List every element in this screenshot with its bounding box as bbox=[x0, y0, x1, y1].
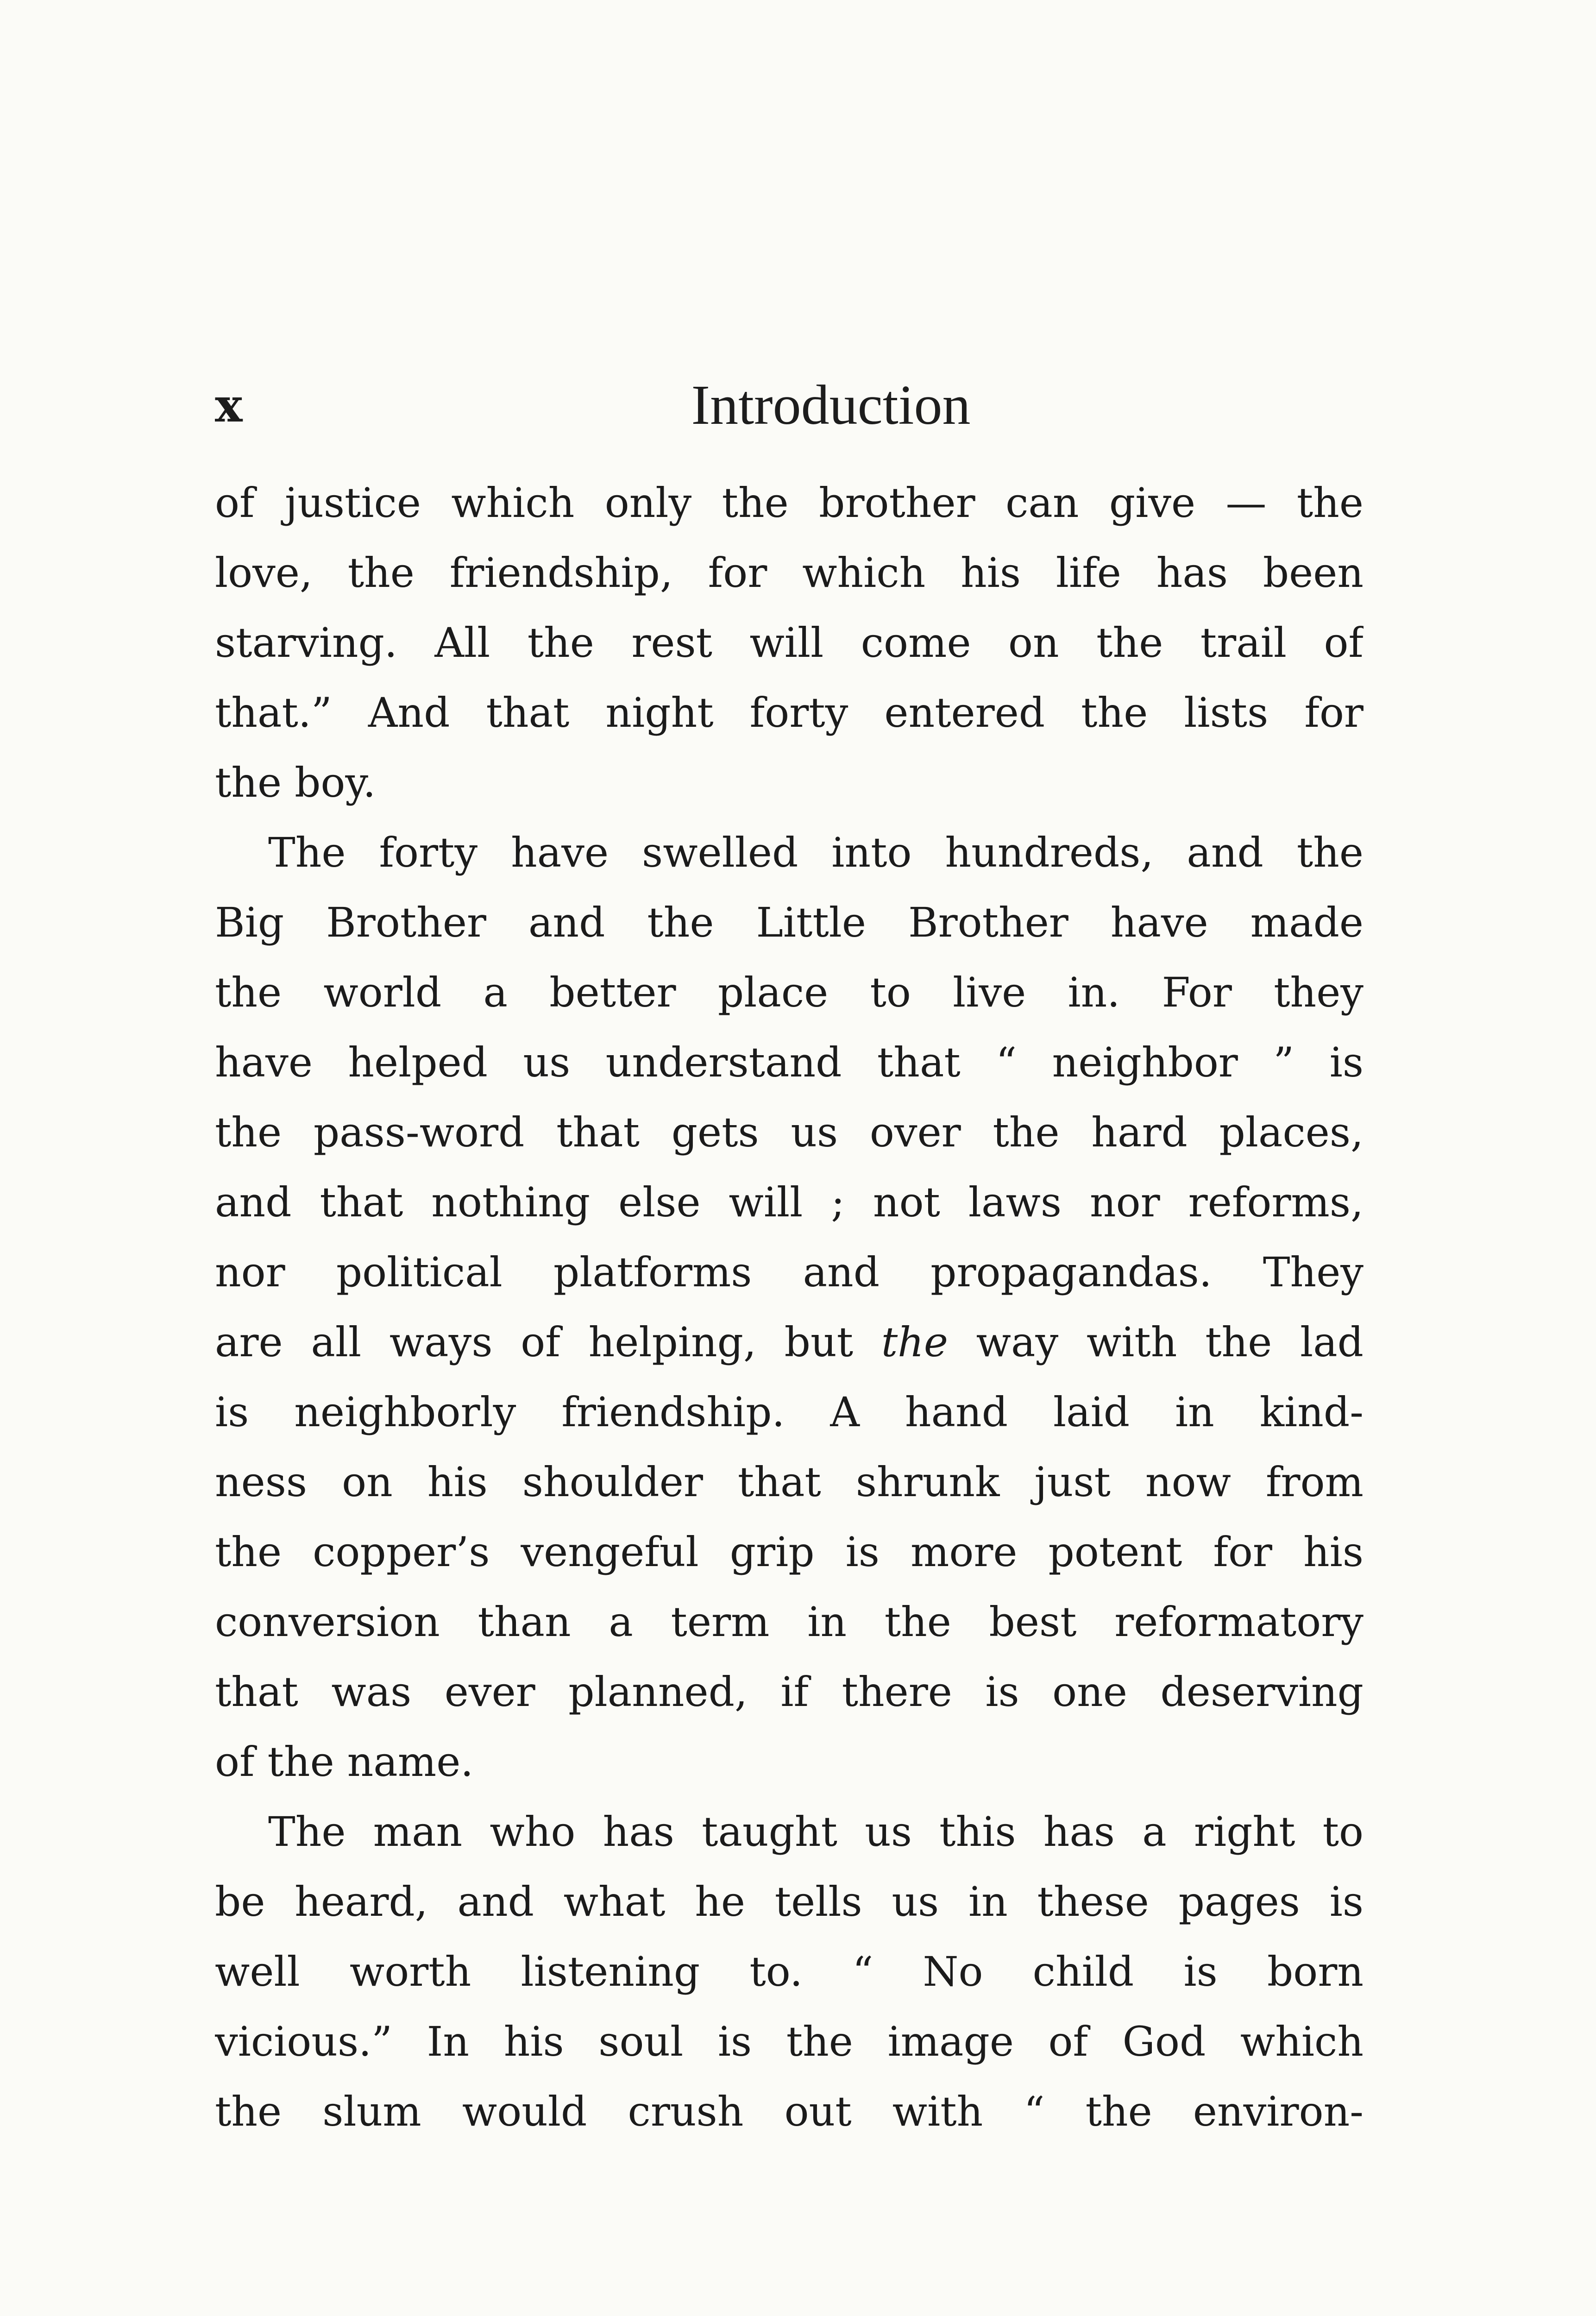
text-line: have helped us understand that “ neighbor ” is bbox=[215, 1038, 1364, 1086]
text-line: Big Brother and the Little Brother have made bbox=[215, 899, 1364, 946]
text-line: that.” And that night forty entered the lists for bbox=[215, 689, 1364, 736]
running-title: Introduction bbox=[691, 374, 971, 436]
text-line: be heard, and what he tells us in these pages is bbox=[215, 1878, 1364, 1926]
text-line: that was ever planned, if there is one deserving bbox=[215, 1668, 1364, 1716]
text-line: ness on his shoulder that shrunk just now from bbox=[215, 1458, 1364, 1506]
text-line: the boy. bbox=[215, 759, 376, 806]
text-line: well worth listening to. “ No child is born bbox=[215, 1948, 1364, 1995]
text-line: love, the friendship, for which his life has been bbox=[215, 549, 1364, 597]
text-line: the pass-word that gets us over the hard places, bbox=[215, 1108, 1364, 1156]
body-text bbox=[215, 468, 1364, 2146]
text-line: starving. All the rest will come on the trail of bbox=[215, 619, 1364, 667]
text-line: The forty have swelled into hundreds, and the bbox=[268, 829, 1364, 876]
emphasis: the bbox=[881, 1318, 948, 1366]
running-head bbox=[215, 366, 1364, 445]
text-line: the copper’s vengeful grip is more potent for his bbox=[215, 1528, 1364, 1576]
text-line: the world a better place to live in. For they bbox=[215, 969, 1364, 1016]
text-line: conversion than a term in the best reformatory bbox=[215, 1598, 1364, 1646]
text-line: vicious.” In his soul is the image of God which bbox=[215, 2018, 1364, 2065]
page-number: x bbox=[215, 378, 243, 433]
text-line: the slum would crush out with “ the environ- bbox=[215, 2088, 1364, 2135]
text-line: of justice which only the brother can give — the bbox=[215, 479, 1364, 527]
text-line: nor political platforms and propagandas. They bbox=[215, 1248, 1364, 1296]
text-line: The man who has taught us this has a right to bbox=[268, 1808, 1364, 1856]
text-line: are all ways of helping, but the way with the lad bbox=[215, 1318, 1364, 1366]
text-line: of the name. bbox=[215, 1738, 474, 1786]
text-line: is neighborly friendship. A hand laid in kind- bbox=[215, 1388, 1364, 1436]
text-line: and that nothing else will ; not laws nor reforms, bbox=[215, 1178, 1364, 1226]
